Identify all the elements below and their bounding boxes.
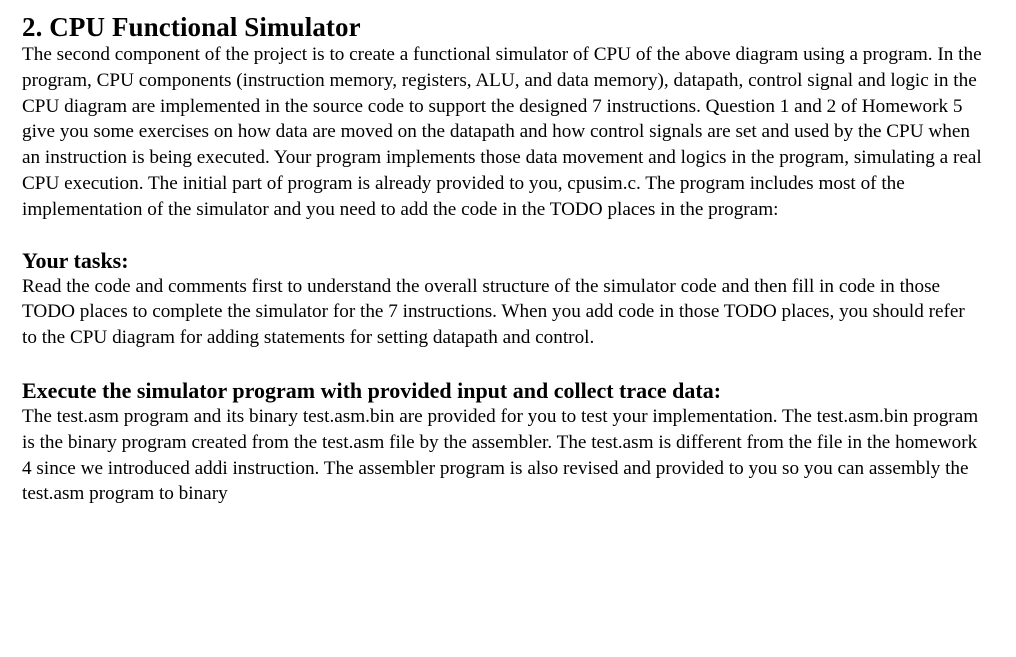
execute-heading: Execute the simulator program with provided input and collect trace data: [22,377,722,403]
document-page [22,12,982,507]
spacer [22,351,982,378]
execute-paragraph: The test.asm program and its binary test.asm.bin are provided for you to test your implementation. The test.asm.bin program is the binary program created from the test.asm file by the assembler. The test.asm is different from the file in the homework 4 since we introduced addi instruction. The assembler program is also revised and provided to you so you can assembly the test.asm program to binary [22,405,979,505]
tasks-heading: Your tasks: [22,247,129,273]
intro-paragraph: The second component of the project is to create a functional simulator of CPU of the above diagram using a program. In the program, CPU components (instruction memory, registers, ALU, and data memory), datapath, control signal and logic in the CPU diagram are implemented in the source code to support the designed 7 instructions. Question 1 and 2 of Homework 5 give you some exercises on how data are moved on the datapath and how control signals are set and used by the CPU when an instruction is being executed. Your program implements those data movement and logics in the program, simulating a real CPU execution. The initial part of program is already provided to you, cpusim.c. The program includes most of the implementation of the simulator and you need to add the code in the TODO places in the program: [22,44,982,220]
spacer [22,223,982,248]
tasks-paragraph: Read the code and comments first to understand the overall structure of the simulator code and then fill in code in those TODO places to complete the simulator for the 7 instructions. When you add code in those TODO places, you should refer to the CPU diagram for adding statements for setting datapath and control. [22,275,965,349]
section-title: 2. CPU Functional Simulator [22,12,361,42]
